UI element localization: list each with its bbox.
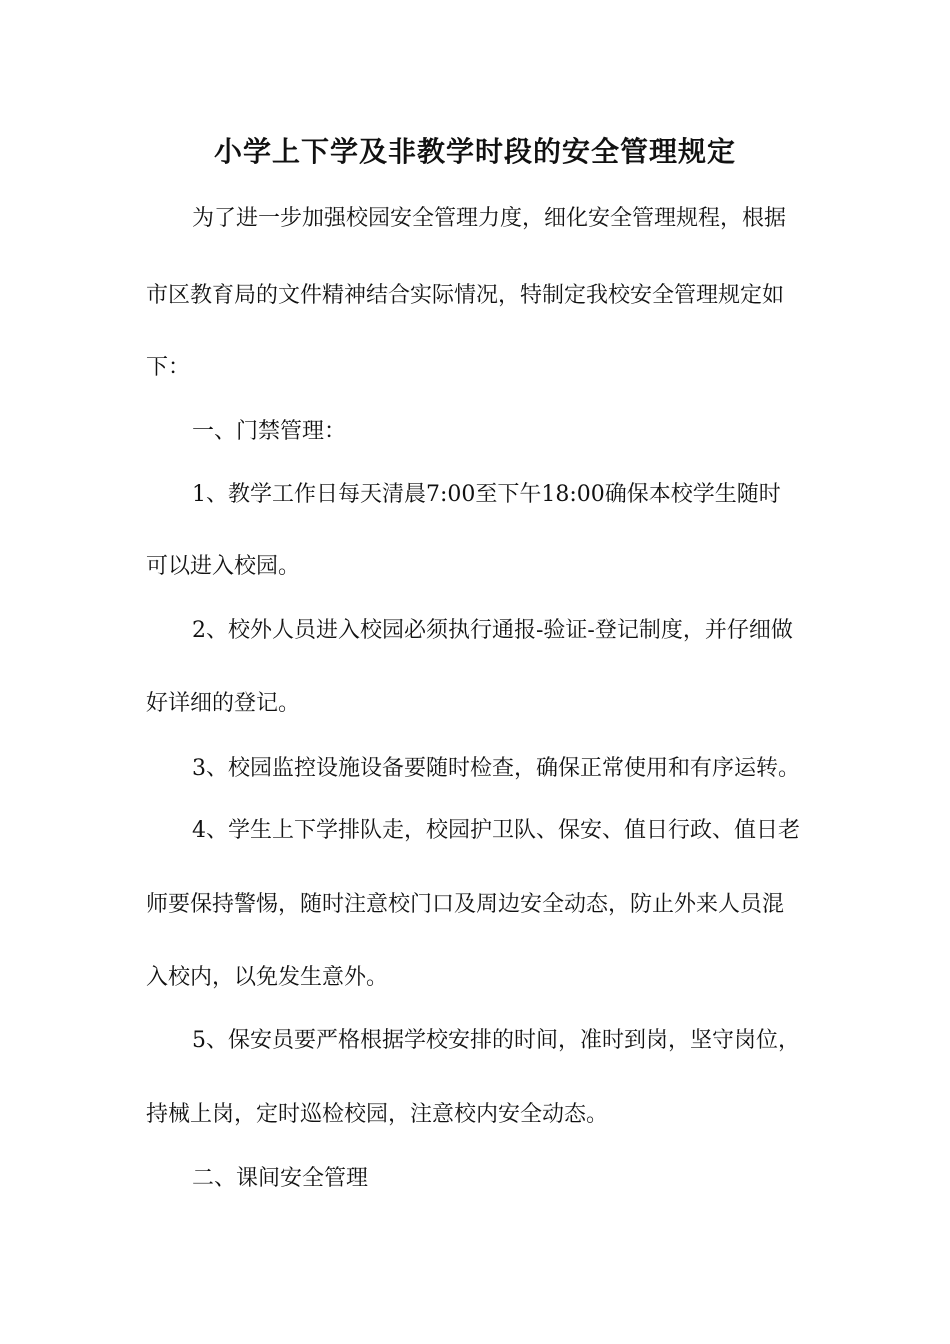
document-title: 小学上下学及非教学时段的安全管理规定 [213,135,736,168]
rule-2-line-2: 好详细的登记。 [146,691,301,716]
rule-1-line-2: 可以进入校园。 [146,554,301,579]
section-heading-break-safety: 二、课间安全管理 [192,1166,369,1191]
paragraph-intro-line-3: 下： [146,355,191,380]
rule-2-line-1: 2、校外人员进入校园必须执行通报-验证-登记制度，并仔细做 [192,618,793,643]
rule-3-line-1: 3、校园监控设施设备要随时检查，确保正常使用和有序运转。 [192,756,800,781]
rule-4-line-2: 师要保持警惕，随时注意校门口及周边安全动态，防止外来人员混 [146,892,785,917]
paragraph-intro-line-2: 市区教育局的文件精神结合实际情况，特制定我校安全管理规定如 [146,283,785,308]
rule-5-line-2: 持械上岗，定时巡检校园，注意校内安全动态。 [146,1102,609,1127]
rule-4-line-3: 入校内，以免发生意外。 [146,965,389,990]
paragraph-intro-line-1: 为了进一步加强校园安全管理力度，细化安全管理规程，根据 [192,206,787,231]
rule-1-line-1: 1、教学工作日每天清晨7:00至下午18:00确保本校学生随时 [192,482,781,507]
section-heading-access-control: 一、门禁管理： [192,419,347,444]
rule-4-line-1: 4、学生上下学排队走，校园护卫队、保安、值日行政、值日老 [192,818,800,843]
rule-5-line-1: 5、保安员要严格根据学校安排的时间，准时到岗，坚守岗位， [192,1028,800,1053]
